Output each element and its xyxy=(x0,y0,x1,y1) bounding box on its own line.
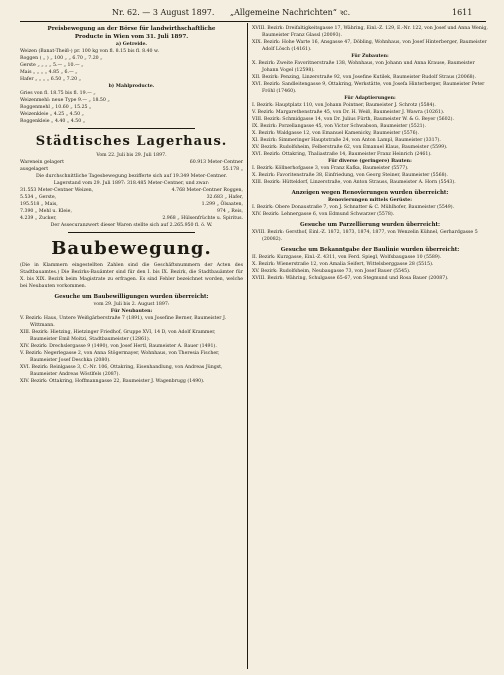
lagerhaus-period: Vom 22. Juli bis 29. Juli 1897. xyxy=(96,153,167,158)
left-column xyxy=(20,25,243,670)
grain-heading: a) Getreide. xyxy=(115,42,148,47)
baulinie-entry: X. Bezirk: Wienerstraße 12, von Amalia Seifert, Wittelsberggasse 28 (5515). xyxy=(252,262,434,267)
neubau-entry: XIV. Bezirk: Drechslergasse 9 (1490), von Josef Hertl, Baumeister A. Bauer (1491). xyxy=(20,344,217,349)
neubau-entry: V. Bezirk: Haus, Untere Weißgärberstraße 7 (1891), von Josefine Berner, Baumeister J. Wittmann. xyxy=(20,316,226,328)
anzeigen-title: Anzeigen wegen Renovierungen wurden überreicht: xyxy=(291,190,449,196)
lager-stand-right: 32.683 „ Hafer, xyxy=(206,195,243,200)
lager-stand-left: 31.553 Meter-Centner Weizen, xyxy=(20,188,94,193)
section-rule xyxy=(68,128,195,129)
section-rule xyxy=(68,232,195,233)
lager-stand-row xyxy=(20,208,243,215)
lagerhaus-title: Städtisches Lagerhaus. xyxy=(35,134,228,149)
parzell-entry: XVIII. Bezirk: Gersthof, Einl.-Z. 1872, 1873, 1874, 1877, von Wenzelin Kühnel, Gerhardgasse 5 (20082). xyxy=(252,230,478,242)
issue-label: Nr. 62. — 3 August 1897. xyxy=(112,8,215,17)
baulinie-entry: XV. Bezirk: Rudolfsheim, Neubaugasse 73, von Josef Bauer (5545). xyxy=(252,269,411,274)
stock-row xyxy=(20,159,243,166)
page-header xyxy=(20,7,486,19)
adapt-entry: XVI. Bezirk: Ottakring, Thaliastraße 14, Baumeister Franz Heinrich (2461). xyxy=(252,152,432,157)
renov-entry: XIV. Bezirk: Lehnergasse 6, von Edmund Schwarzer (5578). xyxy=(252,212,395,217)
right-column xyxy=(252,25,488,670)
neubau-entry: V. Bezirk: Negerlegasse 2, von Anna Stögermayer, Wohnhaus, von Theresia Fischer, Baumeister Josef Deschka (2080). xyxy=(20,351,220,363)
diverse-label: Für diverse (geringere) Bauten: xyxy=(328,159,412,164)
lager-stand-left: 5.534 „ Gerste, xyxy=(20,195,57,200)
lager-stand-left: 4.239 „ Zucker, xyxy=(20,216,57,221)
lager-stand-row xyxy=(20,201,243,208)
bau-title: Baubewegung. xyxy=(51,238,212,259)
header-rule xyxy=(20,21,486,22)
flour-row: Weizenkleie „ 4.25 „ 4.50 „ xyxy=(20,112,84,117)
adapt-entry: XV. Bezirk: Rudolfsheim, Felberstraße 62, von Emanuel Klaus, Baumeister (5599). xyxy=(252,145,448,150)
lager-stand-right: 2.968 „ Hülsenfrüchte u. Spiritus. xyxy=(162,216,243,221)
renov-label: Renovierungen mittels Gerüste: xyxy=(328,198,412,203)
grain-row: Mais „ „ „ „ 4.85 „ 6.— „ xyxy=(20,70,78,75)
adapt-entry: X. Bezirk: Waldgasse 12, von Emanuel Kamenicky, Baumeister (5576). xyxy=(252,131,419,136)
gesuch-title: Gesuche um Baubewilligungen wurden überreicht: xyxy=(54,294,209,300)
adapt-label: Für Adaptierungen: xyxy=(344,96,396,101)
market-title-1: Preisbewegung an der Börse für landwirthschaftliche xyxy=(47,26,216,32)
stock-label: Warenein gelagert xyxy=(20,160,64,165)
lager-stand-right: 4.768 Meter-Centner Roggen, xyxy=(171,188,243,193)
grain-row: Hafer „ „ „ „ 6.50 „ 7.20 „ xyxy=(20,77,81,82)
adapt-entry: VIII. Bezirk: Schmidgasse 14, von Dr. Julius Fürth, Baumeister W. & G. Beyer (5602). xyxy=(252,117,454,122)
zubauten-label: Für Zubauten: xyxy=(351,54,389,59)
flour-row: Gries von fl. 18.75 bis fl. 19.— „ xyxy=(20,91,96,96)
lager-stand-right: 1.299 „ Ölsaaten, xyxy=(201,202,243,207)
flour-row: Roggenmehl „ 10.60 „ 15.25 „ xyxy=(20,105,92,110)
baulinie-title: Gesuche um Bekanntgabe der Baulinie wurden überreicht: xyxy=(280,247,460,253)
grain-row: Roggen ( „ ) „ 100 „ „ 6.70 „ 7.20 „ xyxy=(20,56,103,61)
diverse-entry: I. Bezirk: Köllnerhofgasse 3, von Franz Kafka, Baumeister (5577). xyxy=(252,166,409,171)
diverse-entry: XIII. Bezirk: Hütteldorf, Linzerstraße, von Anton Strauss, Baumeister A. Horn (5543). xyxy=(252,180,456,185)
zubau-entry: XII. Bezirk: Penzing, Linzerstraße 92, von Josefine Kutilek, Baumeister Rudolf Straus (20068). xyxy=(252,75,476,80)
zubau-entry: X. Bezirk: Zweite Favoritnerstraße 138, Wohnhaus, von Johann und Anna Krause, Baumeister Johann Vogel (12598). xyxy=(252,61,475,73)
diverse-entry: X. Bezirk: Favoritenstraße 38, Einfriedung, von Georg Steiner, Baumeister (5568). xyxy=(252,173,448,178)
grain-row: Gerste „ „ „ „ 5.— „ 10.— „ xyxy=(20,63,84,68)
grain-row: Weizen (Banat-Theiß-) pr. 100 kg von fl. 8.15 bis fl. 8.40 w. xyxy=(20,49,159,54)
neubau-entry: XIV. Bezirk: Ottakring, Hoffmanngasse 22, Baumeister J. Wagenbrugg (1490). xyxy=(20,379,205,384)
bau-note: (Die in Klammern eingestellten Zahlen sind die Geschäftsnummern der Acten des Stadtbauamtes.) Die Bezirks-Bauämter sind für den I. bis IX. Bezirk, die Stadtbauämter für X. bis XIX. Bezirk beim Magistrate zu erfragen. Es sind Fehler bezeichnet worden, welche bei Neubauten vorkommen. xyxy=(20,263,243,289)
neubauten-label: Für Neubauten: xyxy=(110,309,153,314)
neubau-entry: XIII. Bezirk: Hietzing, Hietzinger Friedhof, Gruppe XVI, 14 D, von Adolf Krammer, Baumeister Emil Moitzi, Stadtbaumeister (12861). xyxy=(20,330,216,342)
stock-value: 60.913 Meter-Centner xyxy=(189,160,243,165)
flour-row: Roggenkleie „ 4.40 „ 4.50 „ xyxy=(20,119,86,124)
lager-stand-left: 7.390 „ Mehl u. Kleie, xyxy=(20,209,72,214)
renov-entry: I. Bezirk: Obere Donaustraße 7, von J. Schnatter & C. Mühlhofer, Baumeister (5549). xyxy=(252,205,455,210)
adapt-entry: IX. Bezirk: Porzellangasse 45, von Victor Schwabson, Baumeister (5521). xyxy=(252,124,426,129)
adapt-entry: I. Bezirk: Hauptplatz 110, von Johann Pointner, Baumeister J. Schrotz (5584). xyxy=(252,103,436,108)
lager-note-2: Der Assecuranzwert dieser Waren stellte sich auf 2.265.950 fl. ö. W. xyxy=(50,223,213,228)
zubau-entry: XVI. Bezirk: Sandleitengasse 9, Ottakring, Werkstätte, von Josefa Hinterberger, Baumeister Peter Fröhl (17460). xyxy=(252,82,485,94)
bezirk-entry: XVIII. Bezirk: Dreifaltigkeitsgasse 17, Währing, Einl.-Z. 129, E.-Nr. 122, von Josef und Anna Wenig, Baumeister Franz Glassl (20093). xyxy=(252,26,488,38)
lager-stand-left: 195.518 „ Mais, xyxy=(20,202,58,207)
lager-stand-right: 974 „ Reis, xyxy=(216,209,243,214)
market-title-2: Producte in Wien vom 31. Juli 1897. xyxy=(74,34,189,40)
stock-label: ausgelagert xyxy=(20,167,49,172)
stock-row xyxy=(20,166,243,173)
lager-stand-intro: Lagerstand vom 29. Juli 1897: 318.485 Meter-Centner, und zwar: xyxy=(53,181,210,186)
neubau-entry: XVI. Bezirk: Reinlgasse 3, C.-Nr. 106, Ottakring, Eisenhandlung, von Andreas Jüngst, Baumeister Andreas Wöstlfels (2087). xyxy=(20,365,223,377)
lager-stand-row xyxy=(20,194,243,201)
lager-stand-row xyxy=(20,215,243,222)
lager-note: Die durchschnittliche Tagesbewegung bezifferte sich auf 19.349 Meter-Centner. xyxy=(35,174,228,179)
bezirk-entry: XIX. Bezirk: Hohe Warte 16, Ansgasse 47, Döbling, Wohnhaus, von Josef Hinterberger, Baumeister Adolf Lösch (14161). xyxy=(252,40,487,52)
flour-row: Weizenmehl: neue Type 9.— „ 18.50 „ xyxy=(20,98,110,103)
gesuch-period: vom 29. Juli bis 2. August 1897: xyxy=(93,302,170,307)
baulinie-entry: II. Bezirk: Kurzgasse, Einl.-Z. 4311, von Ferd. Spiegl, Wolfsbaugasse 10 (5589). xyxy=(252,255,442,260)
lager-stand-row xyxy=(20,187,243,194)
page-number: 1611 xyxy=(452,8,473,17)
section-title: „Allgemeine Nachrichten“ ꝛc. xyxy=(230,8,351,17)
baulinie-entry: XVIII. Bezirk: Währing, Schulgasse 65-67, von Stegmund und Rosa Bauer (20087). xyxy=(252,276,449,281)
adapt-entry: V. Bezirk: Margarethenstraße 45, von Dr. H. Weiß, Baumeister J. Wawra (10261). xyxy=(252,110,445,115)
column-divider xyxy=(247,23,248,669)
adapt-entry: XI. Bezirk: Simmeringer Hauptstraße 24, von Anton Lampl, Baumeister (3317). xyxy=(252,138,441,143)
parzell-title: Gesuche um Parzellierung wurden überreicht: xyxy=(300,222,440,228)
flour-heading: b) Mahlproducte. xyxy=(108,84,155,89)
stock-value: 55.178 „ xyxy=(222,167,243,172)
